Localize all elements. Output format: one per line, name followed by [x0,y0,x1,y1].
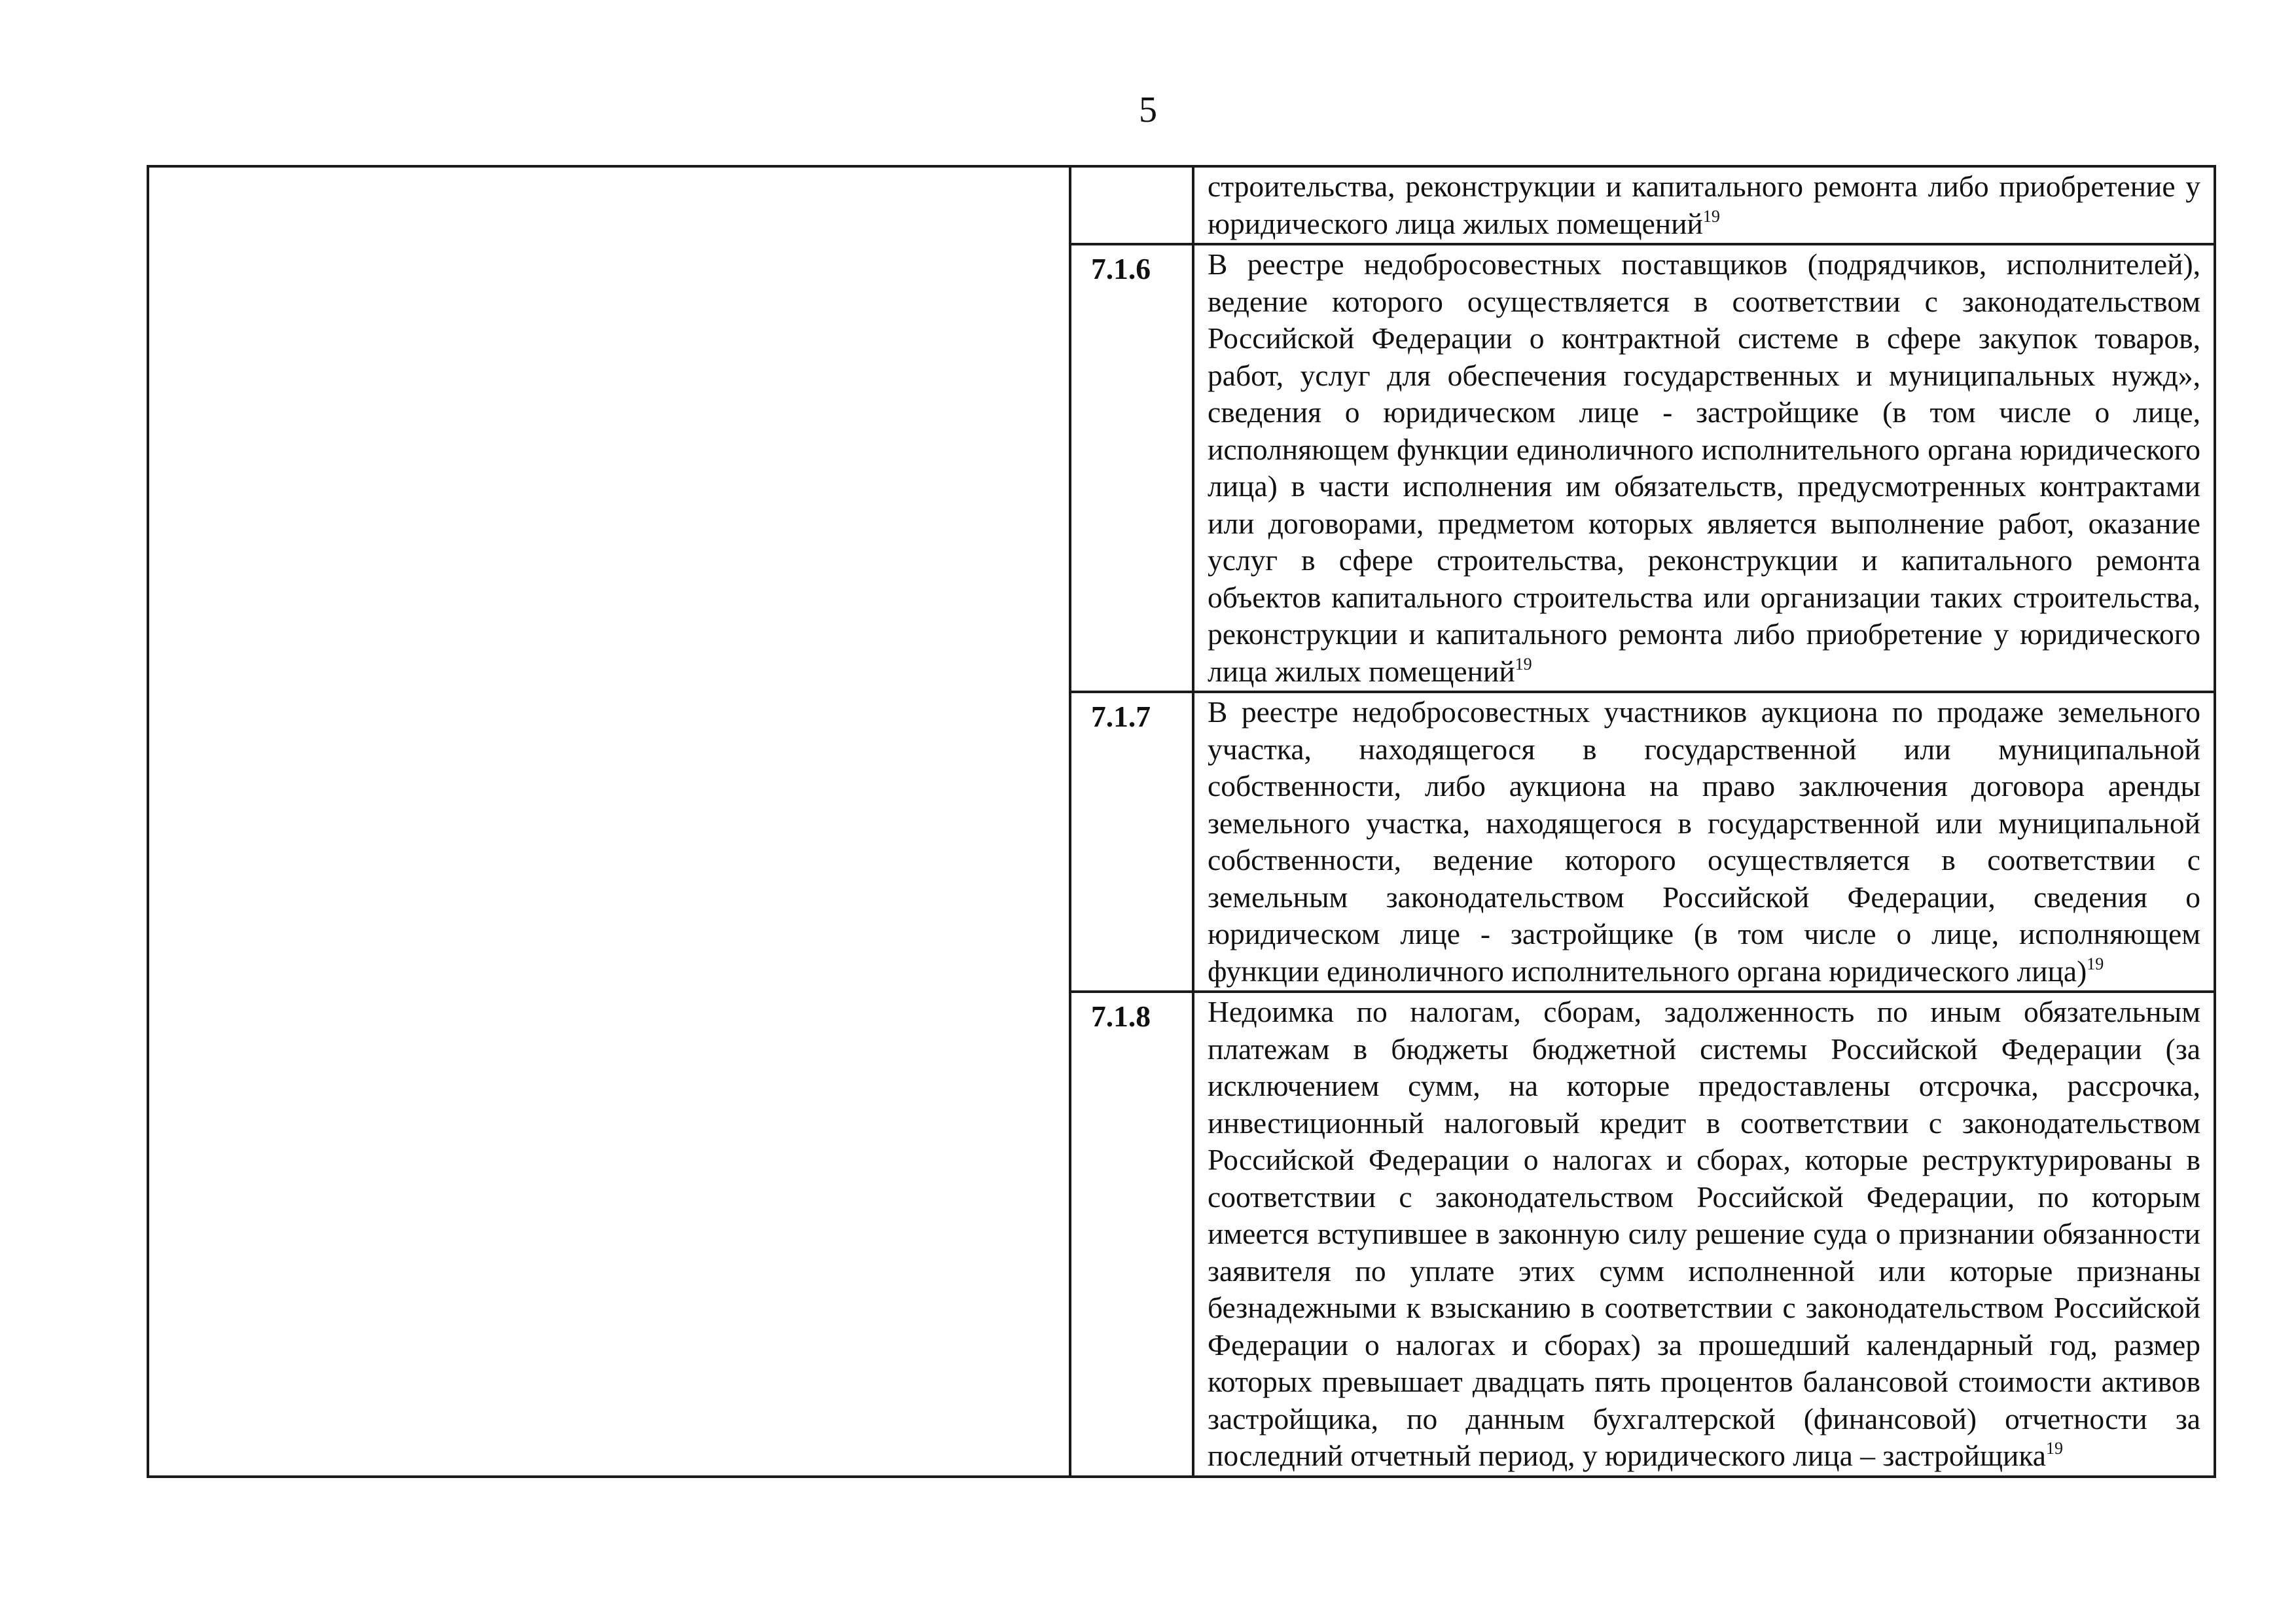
page-number: 5 [1139,90,1157,130]
requirements-table [147,165,2216,1478]
row-text: В реестре недобросовестных участников аукциона по продаже земельного участка, находящегося в государственной или муниципальной собственности, либо аукциона на право заключения договора аренды земельного участка, находящегося в государственной или муниципальной собственности, ведение которого осуществляется в соответствии с земельным законодательством Российской Федерации, сведения о юридическом лице - застройщике (в том числе о лице, исполняющем функции единоличного исполнительного органа юридического лица) [1208,695,2200,988]
row-text-cell [1193,166,2215,244]
row-text-cell [1193,692,2215,992]
row-text: Недоимка по налогам, сборам, задолженность по иным обязательным платежам в бюджеты бюджетной системы Российской Федерации (за исключением сумм, на которые предоставлены отсрочка, рассрочка, инвестиционный налоговый кредит в соответствии с законодательством Российской Федерации о налогах и сборах, которые реструктурированы в соответствии с законодательством Российской Федерации, по которым имеется вступившее в законную силу решение суда о признании обязанности заявителя по уплате этих сумм исполненной или которые признаны безнадежными к взысканию в соответствии с законодательством Российской Федерации о налогах и сборах) за прошедший календарный год, размер которых превышает двадцать пять процентов балансовой стоимости активов застройщика, по данным бухгалтерской (финансовой) отчетности за последний отчетный период, у юридического лица – застройщика [1208,995,2200,1472]
row-text-cell [1193,992,2215,1477]
footnote-ref: 19 [1702,206,1720,226]
footnote-ref: 19 [2046,1439,2063,1458]
footnote-ref: 19 [1515,654,1532,674]
blank-left-cell [148,166,1070,1477]
table-row [148,166,2215,244]
row-number: 7.1.6 [1070,244,1193,692]
row-number: 7.1.8 [1070,992,1193,1477]
row-text: В реестре недобросовестных поставщиков (подрядчиков, исполнителей), ведение которого осуществляется в соответствии с законодательством Российской Федерации о контрактной системе в сфере закупок товаров, работ, услуг для обеспечения государственных и муниципальных нужд», сведения о юридическом лице - застройщике (в том числе о лице, исполняющем функции единоличного исполнительного органа юридического лица) в части исполнения им обязательств, предусмотренных контрактами или договорами, предметом которых является выполнение работ, оказание услуг в сфере строительства, реконструкции и капитального ремонта объектов капитального строительства или организации таких строительства, реконструкции и капитального ремонта либо приобретение у юридического лица жилых помещений [1208,247,2200,688]
row-number [1070,166,1193,244]
row-number: 7.1.7 [1070,692,1193,992]
row-text-cell [1193,244,2215,692]
footnote-ref: 19 [2087,954,2104,973]
row-text: строительства, реконструкции и капитального ремонта либо приобретение у юридического лица жилых помещений [1208,170,2200,240]
